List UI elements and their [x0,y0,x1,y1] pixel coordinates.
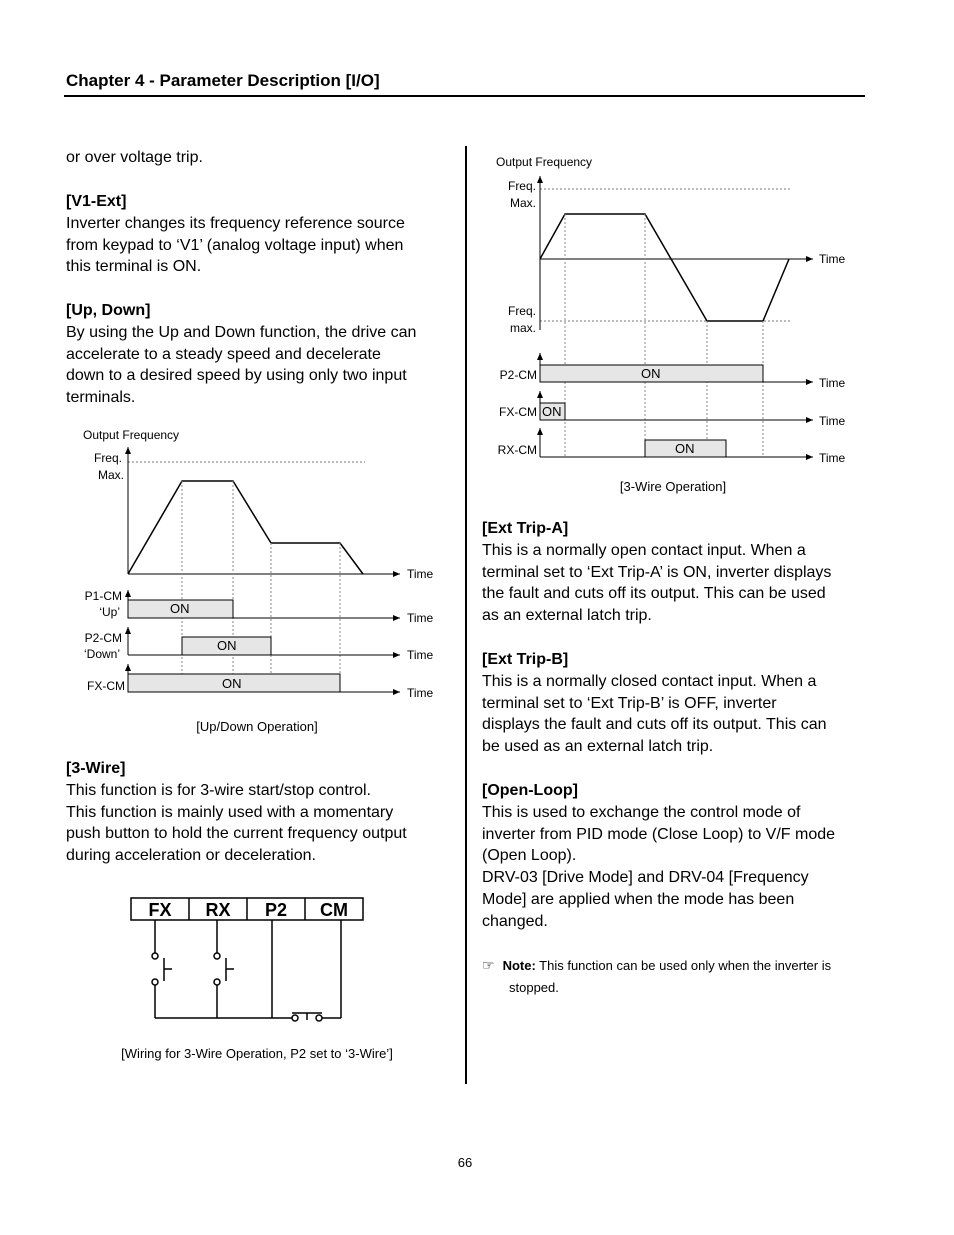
section-openloop [482,780,835,933]
fxcm-label: FX-CM [87,679,125,693]
exttripb-line: terminal set to ‘Ext Trip-B’ is OFF, inverter [482,694,777,712]
freq-label: Freq. [507,179,536,193]
updown-line: down to a desired speed by using only two input [66,367,407,385]
stop-contact [292,1015,298,1021]
wiring-caption: [Wiring for 3-Wire Operation, P2 set to ‘3-Wire’] [121,1046,393,1061]
rx-contact [214,979,220,985]
max-label: max. [509,321,536,335]
fxcm-label: FX-CM [499,405,537,419]
time-label: Time [819,414,846,428]
3wire-diagram [490,150,860,500]
3wire-line: during acceleration or deceleration. [66,847,316,865]
updown-line: By using the Up and Down function, the drive can [66,323,417,341]
on-label: ON [675,441,695,456]
freq-label: Freq. [93,451,122,465]
openloop-heading: [Open-Loop] [482,782,578,799]
updown-line: accelerate to a steady speed and decelerate [66,345,381,363]
pointing-hand-icon: ☞ [482,958,495,974]
exttripa-line: This is a normally open contact input. When a [482,541,806,559]
terminal-cm: CM [320,900,348,920]
p2cm-label: P2-CM [84,631,122,645]
exttripa-line: terminal set to ‘Ext Trip-A’ is ON, inverter displays [482,563,832,581]
exttripb-heading: [Ext Trip-B] [482,651,569,668]
updown-diagram [60,420,460,745]
3wire-line: push button to hold the current frequency output [66,825,407,843]
openloop-line: inverter from PID mode (Close Loop) to V/F mode [482,825,836,843]
openloop-line: (Open Loop). [482,847,577,865]
page-header: Chapter 4 - Parameter Description [I/O] [66,71,380,90]
rxcm-label: RX-CM [497,443,537,457]
terminal-rx: RX [205,900,231,920]
note-label: Note: [502,958,536,973]
section-updown [66,300,416,409]
time-label: Time [407,611,434,625]
wiring-diagram [110,890,410,1070]
on-label: ON [641,366,661,381]
down-label: ‘Down’ [83,647,120,661]
stop-contact [316,1015,322,1021]
terminal-fx: FX [148,900,172,920]
note-text-continued: stopped. [509,980,559,995]
v1ext-line: Inverter changes its frequency reference source [66,214,405,232]
exttripa-line: the fault and cuts off its output. This can be used [482,585,826,603]
time-label: Time [819,451,846,465]
section-v1ext [66,191,405,278]
3wire-line: This function is for 3-wire start/stop control. [66,781,371,799]
exttripb-line: be used as an external latch trip. [482,738,714,756]
v1ext-line: this terminal is ON. [66,258,202,276]
fx-contact [152,979,158,985]
frequency-curve [128,481,363,574]
page-number: 66 [457,1155,473,1170]
note-text: This function can be used only when the inverter is [539,958,832,973]
up-label: ‘Up’ [99,605,120,619]
terminal-p2: P2 [264,900,288,920]
freq-label: Freq. [507,304,536,318]
openloop-line: DRV-03 [Drive Mode] and DRV-04 [Frequency [482,869,809,887]
intro-text [66,147,203,169]
max-label: Max. [509,196,536,210]
v1ext-heading: [V1-Ext] [66,193,127,210]
section-exttripa [482,518,831,627]
rx-contact [214,953,220,959]
frequency-curve [540,214,789,321]
exttripb-line: This is a normally closed contact input. When a [482,672,817,690]
header-rule [64,95,865,97]
exttripa-heading: [Ext Trip-A] [482,520,569,537]
intro-line: or over voltage trip. [66,149,203,166]
output-frequency-label: Output Frequency [496,155,593,169]
openloop-line: This is used to exchange the control mode of [482,803,801,821]
on-label: ON [222,676,242,691]
openloop-line: changed. [482,912,548,930]
updown-line: terminals. [66,389,136,407]
section-exttripb [482,649,827,758]
exttripb-line: displays the fault and cuts off its output. This can [482,716,827,734]
column-divider [465,146,467,1084]
3wire-line: This function is mainly used with a momentary [66,803,394,821]
exttripa-line: as an external latch trip. [482,607,652,625]
updown-heading: [Up, Down] [66,302,151,319]
p1cm-label: P1-CM [84,589,122,603]
time-label: Time [407,567,434,581]
time-label: Time [819,252,846,266]
time-label: Time [819,376,846,390]
3wire-caption: [3-Wire Operation] [619,479,727,494]
output-frequency-label: Output Frequency [83,428,180,442]
updown-caption: [Up/Down Operation] [196,719,318,734]
max-label: Max. [97,468,124,482]
p2cm-label: P2-CM [499,368,537,382]
on-label: ON [217,638,237,653]
openloop-line: Mode] are applied when the mode has been [482,890,795,908]
time-label: Time [407,648,434,662]
time-label: Time [407,686,434,700]
on-label: ON [170,601,190,616]
fx-contact [152,953,158,959]
3wire-heading: [3-Wire] [66,760,126,777]
section-3wire [66,758,407,867]
on-label: ON [542,404,562,419]
note-block [482,955,831,999]
v1ext-line: from keypad to ‘V1’ (analog voltage input) when [66,236,404,254]
